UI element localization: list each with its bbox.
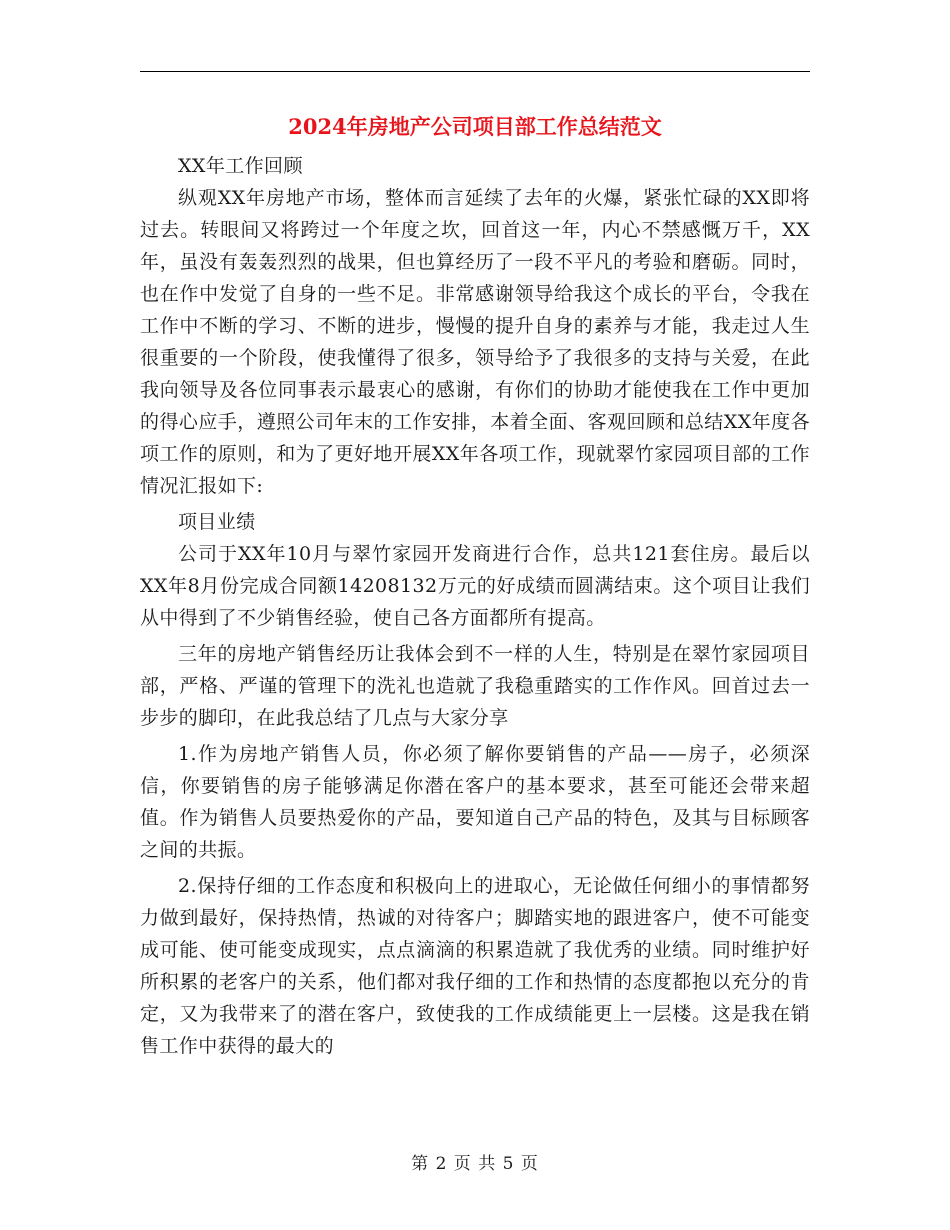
header-rule [140, 71, 810, 72]
section-heading-review: XX年工作回顾 [178, 155, 303, 177]
paragraph-performance: 公司于XX年10月与翠竹家园开发商进行合作，总共121套住房。最后以XX年8月份完成合同额14208132万元的好成绩而圆满结束。这个项目让我们从中得到了不少销售经验，使自己各方面都所有提高。 [140, 543, 810, 629]
paragraph-experience: 三年的房地产销售经历让我体会到不一样的人生，特别是在翠竹家园项目部，严格、严谨的管理下的洗礼也造就了我稳重踏实的工作作风。回首过去一步步的脚印，在此我总结了几点与大家分享 [140, 643, 810, 729]
document-title: 2024年房地产公司项目部工作总结范文 [288, 114, 662, 139]
page-number-footer: 第 2 页 共 5 页 [411, 1154, 539, 1174]
document-body [140, 150, 810, 1066]
section-heading-performance: 项目业绩 [178, 511, 256, 533]
paragraph-point-2: 2.保持仔细的工作态度和积极向上的进取心，无论做任何细小的事情都努力做到最好，保持热情，热诚的对待客户；脚踏实地的跟进客户，使不可能变成可能、使可能变成现实，点点滴滴的积累造就了我优秀的业绩。同时维护好所积累的老客户的关系，他们都对我仔细的工作和热情的态度都抱以充分的肯定，又为我带来了的潜在客户，致使我的工作成绩能更上一层楼。这是我在销售工作中获得的最大的 [140, 875, 810, 1057]
paragraph-review: 纵观XX年房地产市场，整体而言延续了去年的火爆，紧张忙碌的XX即将过去。转眼间又将跨过一个年度之坎，回首这一年，内心不禁感慨万千，XX年，虽没有轰轰烈烈的战果，但也算经历了一段不平凡的考验和磨砺。同时，也在作中发觉了自身的一些不足。非常感谢领导给我这个成长的平台，令我在工作中不断的学习、不断的进步，慢慢的提升自身的素养与才能，我走过人生很重要的一个阶段，使我懂得了很多，领导给予了我很多的支持与关爱，在此我向领导及各位同事表示最衷心的感谢，有你们的协助才能使我在工作中更加的得心应手，遵照公司年末的工作安排，本着全面、客观回顾和总结XX年度各项工作的原则，和为了更好地开展XX年各项工作，现就翠竹家园项目部的工作情况汇报如下: [140, 187, 810, 497]
paragraph-point-1: 1.作为房地产销售人员，你必须了解你要销售的产品——房子，必须深信，你要销售的房子能够满足你潜在客户的基本要求，甚至可能还会带来超值。作为销售人员要热爱你的产品，要知道自己产品的特色，及其与目标顾客之间的共振。 [140, 743, 810, 861]
